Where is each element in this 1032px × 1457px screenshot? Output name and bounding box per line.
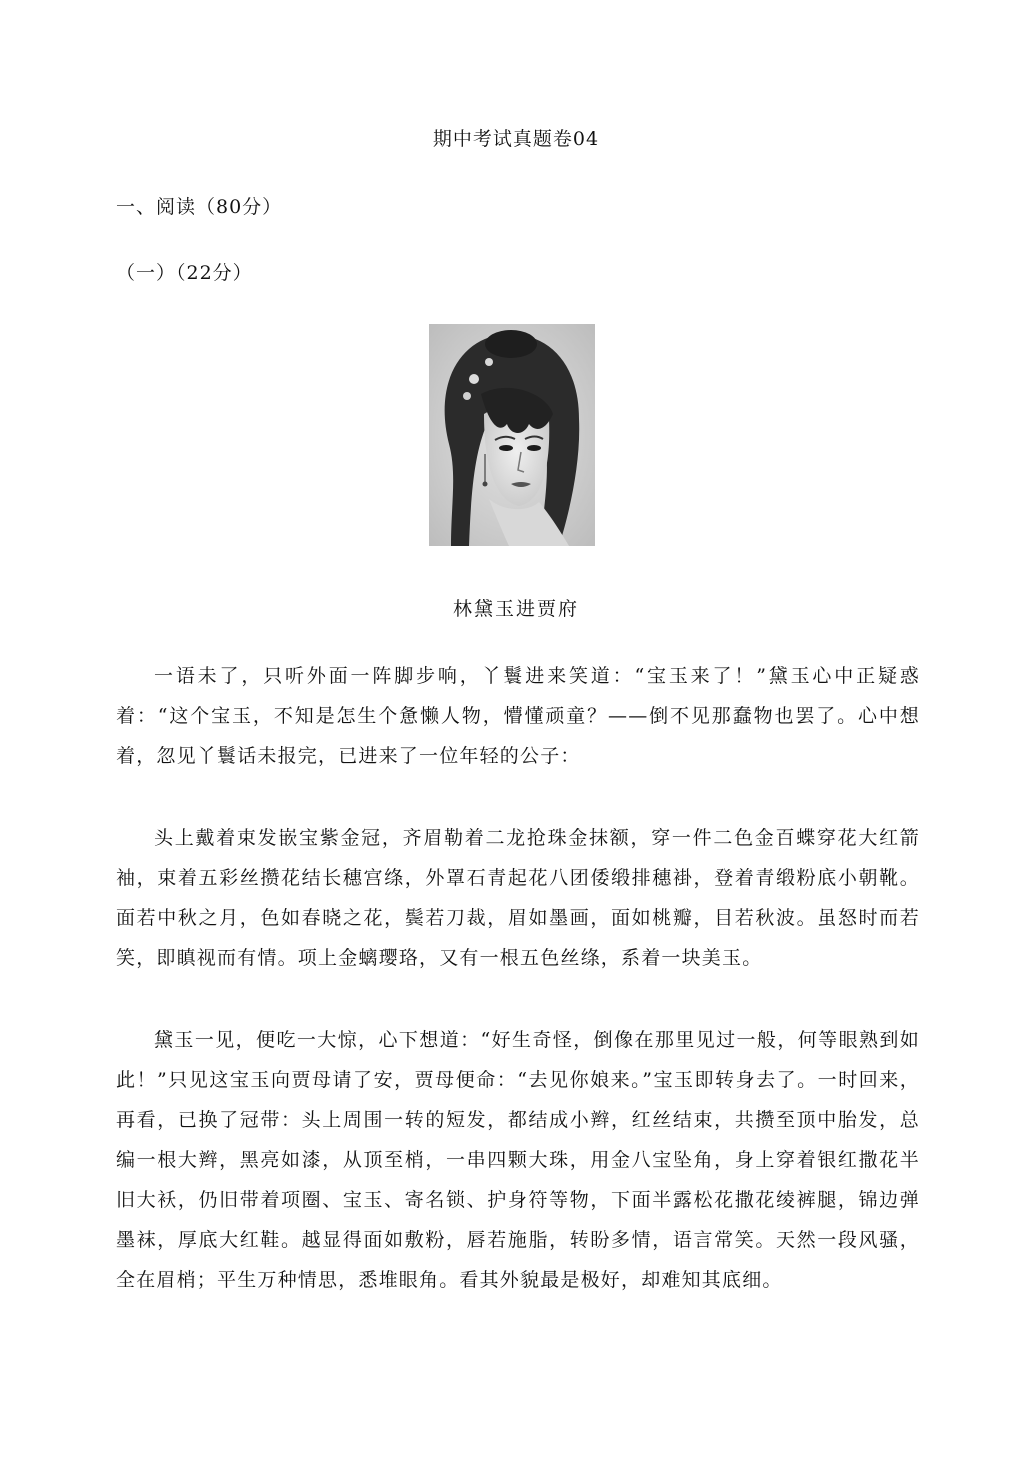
figure-caption: 林黛玉进贾府 <box>452 598 579 620</box>
portrait-sketch-icon <box>429 324 595 546</box>
section-heading: 一、阅读（80分） <box>116 196 283 218</box>
subsection-heading: （一）（22分） <box>116 262 253 284</box>
body-paragraph-3: 黛玉一见，便吃一大惊，心下想道：“好生奇怪，倒像在那里见过一般，何等眼熟到如此！”只见这宝玉向贾母请了安，贾母便命：“去见你娘来。”宝玉即转身去了。一时回来，再看，已换了冠带：头上周围一转的短发，都结成小辫，红丝结束，共攒至顶中胎发，总编一根大辫，黑亮如漆，从顶至梢，一串四颗大珠，用金八宝坠角，身上穿着银红撒花半旧大袄，仍旧带着项圈、宝玉、寄名锁、护身符等物，下面半露松花撒花绫裤腿，锦边弹墨袜，厚底大红鞋。越显得面如敷粉，唇若施脂，转盼多情，语言常笑。天然一段风骚，全在眉梢；平生万种情思，悉堆眼角。看其外貌最是极好，却难知其底细。 <box>116 1029 920 1291</box>
body-paragraph-1: 一语未了，只听外面一阵脚步响，丫鬟进来笑道：“宝玉来了！”黛玉心中正疑惑着：“这个宝玉，不知是怎生个惫懒人物，懵懂顽童？——倒不见那蠢物也罢了。心中想着，忽见丫鬟话未报完，已进来了一位年轻的公子： <box>116 665 920 767</box>
portrait-sketch-image <box>429 324 595 546</box>
page-title: 期中考试真题卷04 <box>432 128 600 150</box>
body-paragraph-2: 头上戴着束发嵌宝紫金冠，齐眉勒着二龙抢珠金抹额，穿一件二色金百蝶穿花大红箭袖，束着五彩丝攒花结长穗宫绦，外罩石青起花八团倭缎排穗褂，登着青缎粉底小朝靴。面若中秋之月，色如春晓之花，鬓若刀裁，眉如墨画，面如桃瓣，目若秋波。虽怒时而若笑，即瞋视而有情。项上金螭璎珞，又有一根五色丝绦，系着一块美玉。 <box>116 827 920 969</box>
